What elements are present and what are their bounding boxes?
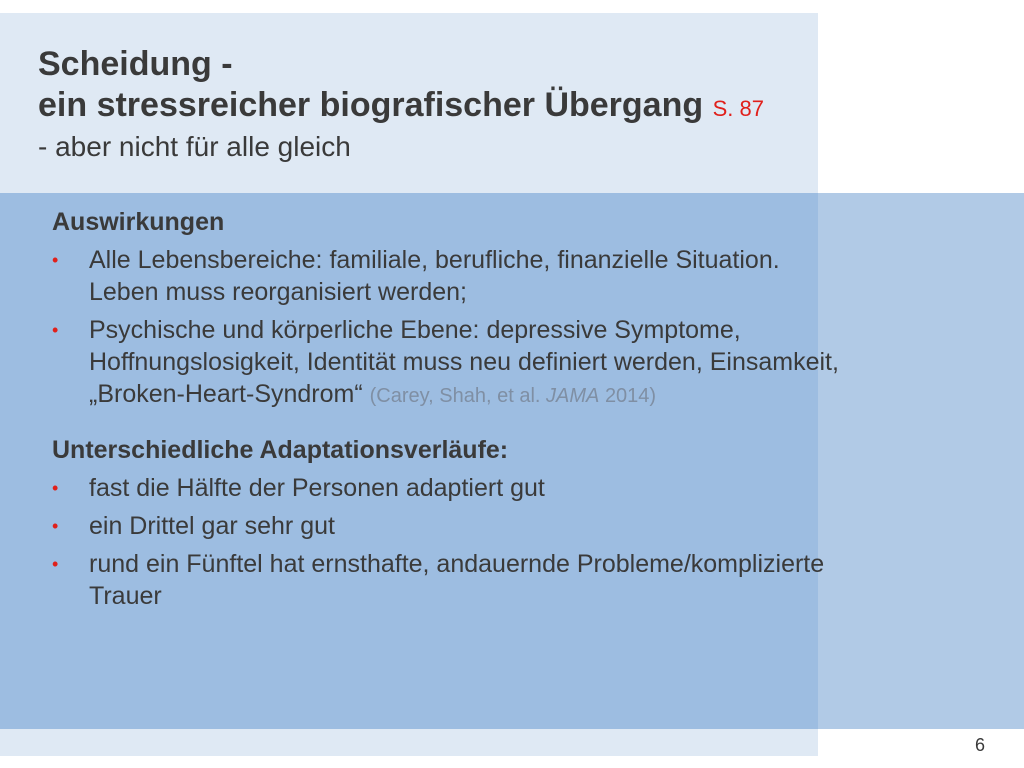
footer-band xyxy=(0,729,818,756)
bullet-text-line: Leben muss reorganisiert werden; xyxy=(89,278,467,306)
bullet-icon: • xyxy=(52,478,59,498)
bullet-icon: • xyxy=(52,250,59,270)
effects-list xyxy=(52,244,982,412)
page-number: 6 xyxy=(975,735,986,755)
bullet-icon: • xyxy=(52,516,59,536)
title-line-2 xyxy=(38,85,938,129)
bullet-text-line: Hoffnungslosigkeit, Identität muss neu definiert werden, Einsamkeit, xyxy=(89,348,839,376)
citation-authors: (Carey, Shah, et al. xyxy=(369,385,541,407)
section-heading-effects: Auswirkungen xyxy=(52,208,225,236)
list-item xyxy=(52,314,982,412)
bullet-text-line: Psychische und körperliche Ebene: depressive Symptome, xyxy=(89,316,741,344)
bullet-text-line: rund ein Fünftel hat ernsthafte, andauernde Probleme/komplizierte xyxy=(89,550,825,578)
slide-title xyxy=(38,44,938,165)
list-item xyxy=(52,510,982,542)
bullet-text-line: ein Drittel gar sehr gut xyxy=(89,512,335,540)
bullet-text-line: Trauer xyxy=(89,582,162,610)
bullet-text-line: fast die Hälfte der Personen adaptiert gut xyxy=(89,474,545,502)
slide-content xyxy=(52,206,982,618)
section-heading-adaptation: Unterschiedliche Adaptationsverläufe: xyxy=(52,436,509,464)
bullet-text-line: Alle Lebensbereiche: familiale, berufliche, finanzielle Situation. xyxy=(89,246,780,274)
adaptation-list xyxy=(52,472,982,612)
title-line-1: Scheidung - xyxy=(38,45,233,83)
bullet-icon: • xyxy=(52,320,59,340)
citation-journal: JAMA xyxy=(546,385,600,407)
title-line-2-text: ein stressreicher biografischer Übergang xyxy=(38,86,704,124)
page-reference: S. 87 xyxy=(712,96,764,121)
citation xyxy=(370,385,656,407)
citation-year: 2014) xyxy=(604,385,657,407)
slide-subtitle: - aber nicht für alle gleich xyxy=(38,131,351,162)
list-item xyxy=(52,472,982,504)
list-item xyxy=(52,548,982,612)
bullet-text-line: „Broken-Heart-Syndrom“ xyxy=(89,380,363,408)
bullet-icon: • xyxy=(52,554,59,574)
list-item xyxy=(52,244,982,308)
